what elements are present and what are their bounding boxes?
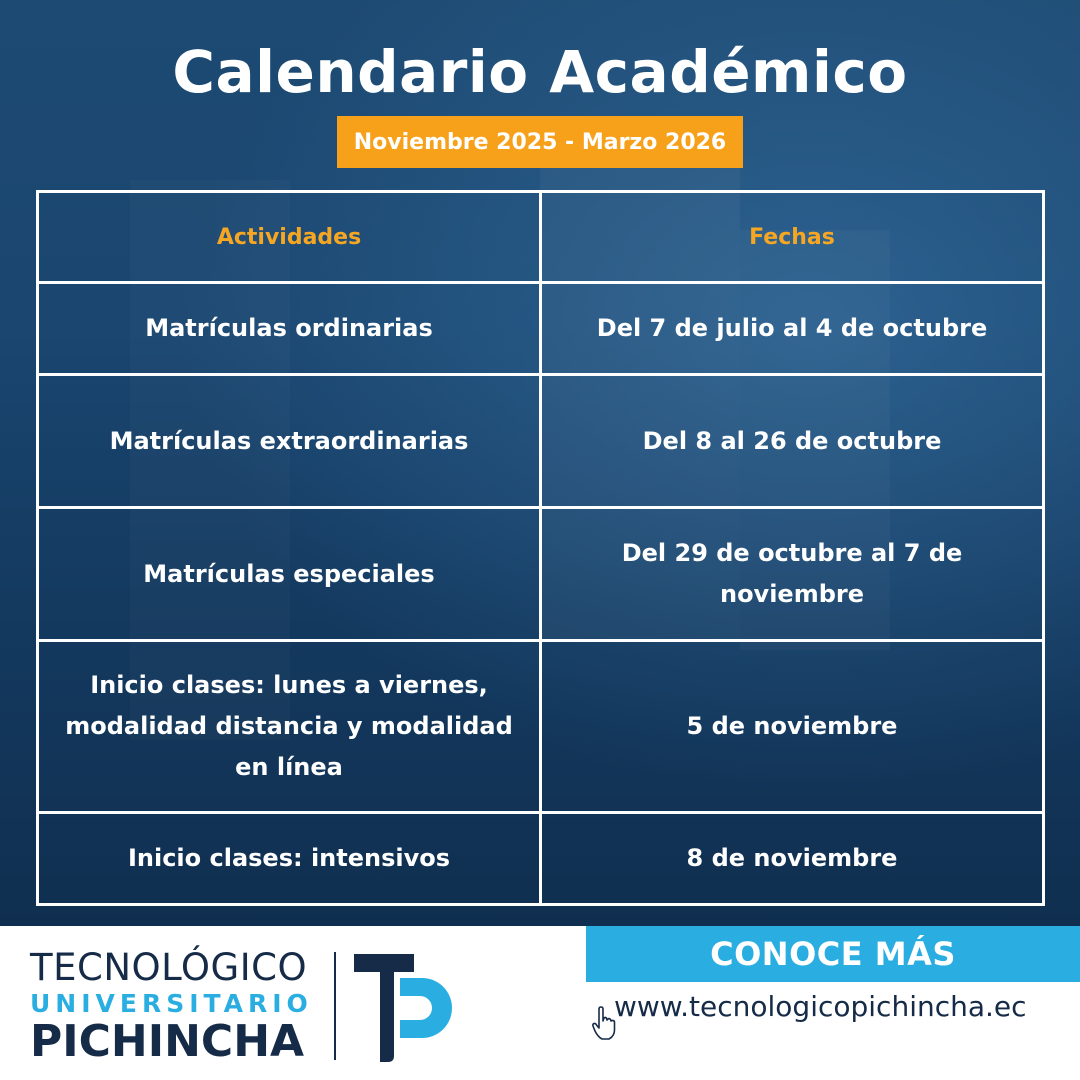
date-cell: Del 8 al 26 de octubre (541, 375, 1044, 508)
table-row (38, 283, 1044, 375)
table-row (38, 508, 1044, 641)
table-row (38, 641, 1044, 813)
website-link[interactable]: www.tecnologicopichincha.ec (614, 990, 1027, 1023)
activity-cell: Matrículas especiales (38, 508, 541, 641)
tp-logo-icon (352, 948, 462, 1064)
date-cell: 8 de noviembre (541, 813, 1044, 905)
period-badge: Noviembre 2025 - Marzo 2026 (337, 116, 743, 168)
table-header-row (38, 192, 1044, 283)
table-row (38, 375, 1044, 508)
logo-line-pichincha: PICHINCHA (30, 1016, 305, 1067)
activity-cell: Matrículas extraordinarias (38, 375, 541, 508)
column-header-activities: Actividades (38, 192, 541, 283)
conoce-mas-button[interactable]: CONOCE MÁS (586, 926, 1080, 982)
column-header-dates: Fechas (541, 192, 1044, 283)
activity-cell: Inicio clases: lunes a viernes, modalidad distancia y modalidad en línea (38, 641, 541, 813)
page-title: Calendario Académico (172, 38, 908, 106)
brand-logo-text (30, 948, 320, 1066)
date-cell: 5 de noviembre (541, 641, 1044, 813)
date-cell: Del 29 de octubre al 7 de noviembre (541, 508, 1044, 641)
logo-divider (334, 952, 336, 1060)
table-row (38, 813, 1044, 905)
date-cell: Del 7 de julio al 4 de octubre (541, 283, 1044, 375)
logo-line-universitario: UNIVERSITARIO (30, 989, 313, 1018)
calendar-table (36, 190, 1045, 906)
footer (0, 926, 1080, 1080)
activity-cell: Inicio clases: intensivos (38, 813, 541, 905)
activity-cell: Matrículas ordinarias (38, 283, 541, 375)
logo-line-tecnologico: TECNOLÓGICO (30, 946, 308, 989)
